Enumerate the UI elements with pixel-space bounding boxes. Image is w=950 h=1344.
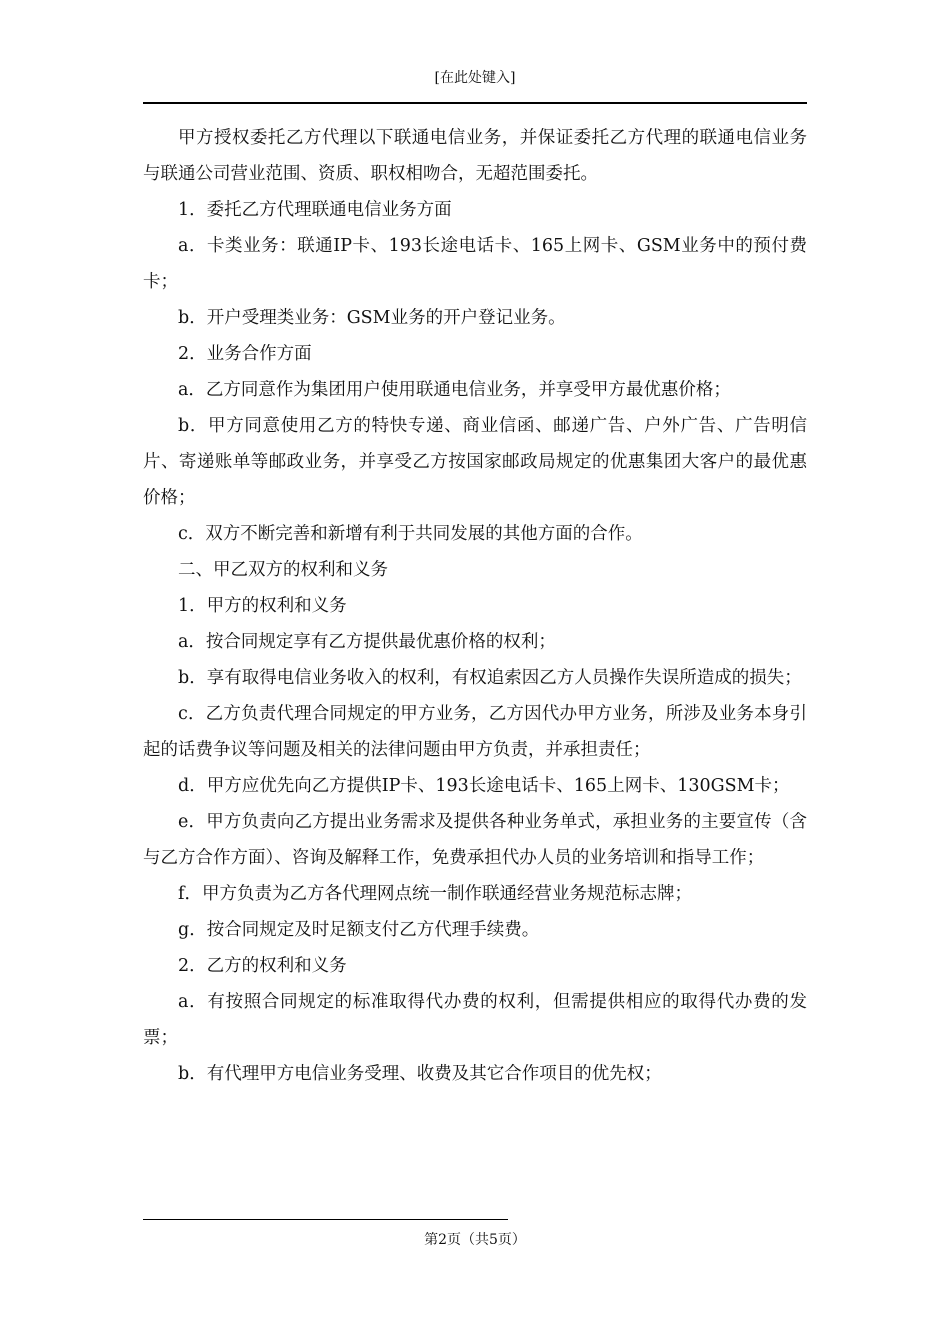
section-heading: 二、甲乙双方的权利和义务 xyxy=(178,560,388,580)
paragraph: b．有代理甲方电信业务受理、收费及其它合作项目的优先权； xyxy=(178,1064,662,1084)
paragraph: c．乙方负责代理合同规定的甲方业务，乙方因代办甲方业务，所涉及业务本身引起的话费争议等问题及相关的法律问题由甲方负责，并承担责任； xyxy=(143,704,807,760)
page-header: [在此处键入] xyxy=(434,70,516,86)
paragraph: b．享有取得电信业务收入的权利，有权追索因乙方人员操作失误所造成的损失； xyxy=(178,668,802,688)
paragraph: 2．乙方的权利和义务 xyxy=(178,956,347,976)
paragraph: b．甲方同意使用乙方的特快专递、商业信函、邮递广告、户外广告、广告明信片、寄递账单等邮政业务，并享受乙方按国家邮政局规定的优惠集团大客户的最优惠价格； xyxy=(143,416,807,508)
paragraph: 1．甲方的权利和义务 xyxy=(178,596,347,616)
paragraph: 2．业务合作方面 xyxy=(178,344,312,364)
paragraph: a．有按照合同规定的标准取得代办费的权利，但需提供相应的取得代办费的发票； xyxy=(143,992,807,1048)
paragraph: a．乙方同意作为集团用户使用联通电信业务，并享受甲方最优惠价格； xyxy=(178,380,731,400)
paragraph: c．双方不断完善和新增有利于共同发展的其他方面的合作。 xyxy=(178,524,643,544)
paragraph: b．开户受理类业务：GSM业务的开户登记业务。 xyxy=(178,308,566,328)
document-body xyxy=(143,120,807,1092)
paragraph: e．甲方负责向乙方提出业务需求及提供各种业务单式，承担业务的主要宣传（含与乙方合作方面）、咨询及解释工作，免费承担代办人员的业务培训和指导工作； xyxy=(143,812,807,868)
paragraph: a．卡类业务：联通IP卡、193长途电话卡、165上网卡、GSM业务中的预付费卡； xyxy=(143,236,807,292)
page-number: 第2页（共5页） xyxy=(424,1232,526,1248)
paragraph: g．按合同规定及时足额支付乙方代理手续费。 xyxy=(178,920,540,940)
paragraph: d．甲方应优先向乙方提供IP卡、193长途电话卡、165上网卡、130GSM卡； xyxy=(178,776,790,796)
paragraph: a．按合同规定享有乙方提供最优惠价格的权利； xyxy=(178,632,556,652)
paragraph: 1．委托乙方代理联通电信业务方面 xyxy=(178,200,452,220)
footer-divider xyxy=(143,1219,508,1220)
header-divider xyxy=(143,102,807,104)
paragraph: 甲方授权委托乙方代理以下联通电信业务，并保证委托乙方代理的联通电信业务与联通公司营业范围、资质、职权相吻合，无超范围委托。 xyxy=(143,128,807,184)
paragraph: f．甲方负责为乙方各代理网点统一制作联通经营业务规范标志牌； xyxy=(178,884,692,904)
